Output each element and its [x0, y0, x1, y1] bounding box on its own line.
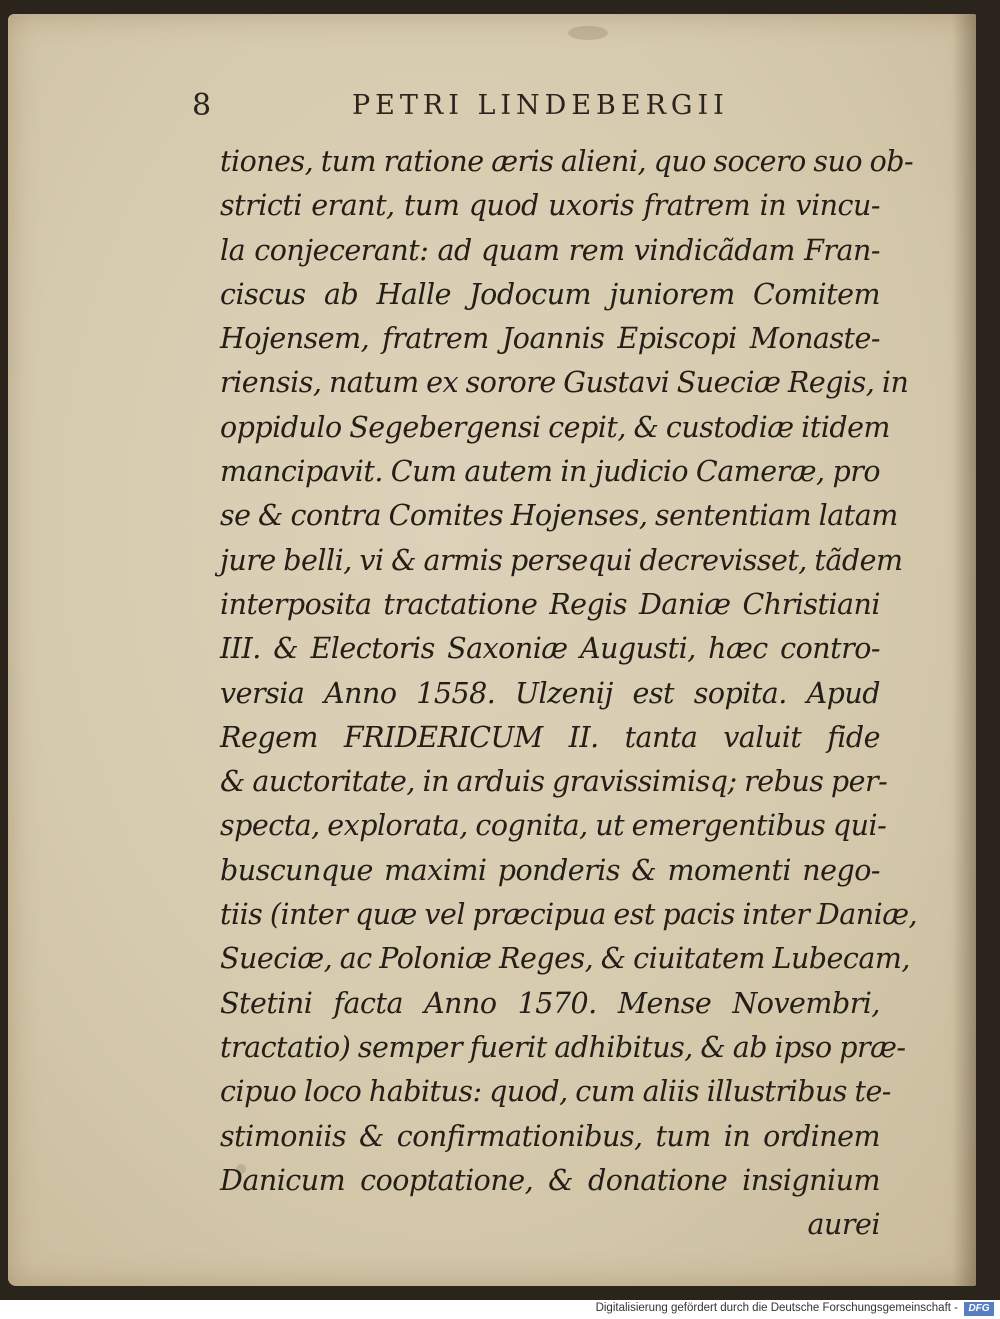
text-line: jure belli, vi & armis persequi decrevisset, tãdem — [220, 543, 903, 577]
text-line: specta, explorata, cognita, ut emergentibus qui- — [220, 809, 887, 843]
text-line: Sueciæ, ac Poloniæ Reges, & ciuitatem Lubecam, — [220, 942, 910, 976]
text-line: riensis, natum ex sorore Gustavi Sueciæ Regis, in — [220, 366, 909, 400]
text-line: III. & Electoris Saxoniæ Augusti, hæc contro- — [220, 632, 880, 666]
text-line: interposita tractatione Regis Daniæ Christiani — [220, 587, 880, 621]
text-line: stricti erant, tum quod uxoris fratrem in vincu- — [220, 189, 880, 223]
paper-stain — [568, 26, 608, 40]
text-line: se & contra Comites Hojenses, sententiam latam — [220, 499, 898, 533]
text-line: cipuo loco habitus: quod, cum aliis illustribus te- — [220, 1075, 891, 1109]
dfg-logo: DFG — [964, 1302, 994, 1316]
text-line: stimoniis & confirmationibus, tum in ordinem — [220, 1119, 880, 1153]
text-line: Regem FRIDERICUM II. tanta valuit fide — [220, 720, 880, 754]
text-line: Hojensem, fratrem Joannis Episcopi Monaste- — [220, 322, 880, 356]
text-line: versia Anno 1558. Ulzenij est sopita. Apud — [220, 676, 880, 710]
text-line: tractatio) semper fuerit adhibitus, & ab ipso præ- — [220, 1030, 906, 1064]
text-line: oppidulo Segebergensi cepit, & custodiæ itidem — [220, 410, 890, 444]
body-text — [220, 140, 918, 1247]
text-line: Danicum cooptatione, & donatione insignium — [220, 1163, 880, 1197]
running-head-title: PETRI LINDEBERGII — [352, 90, 729, 121]
text-line: la conjecerant: ad quam rem vindicãdam Fran- — [220, 233, 880, 267]
text-line: buscunque maximi ponderis & momenti nego- — [220, 853, 880, 887]
text-line: tiis (inter quæ vel præcipua est pacis inter Daniæ, — [220, 898, 918, 932]
text-line: & auctoritate, in arduis gravissimisq; rebus per- — [220, 765, 888, 799]
footer-credit: Digitalisierung gefördert durch die Deutsche Forschungsgemeinschaft - — [595, 1302, 958, 1314]
text-line: mancipavit. Cum autem in judicio Cameræ, pro — [220, 455, 880, 489]
footer-bar — [0, 1300, 1000, 1319]
page-edge-shadow — [952, 14, 976, 1286]
text-line: ciscus ab Halle Jodocum juniorem Comitem — [220, 277, 880, 311]
catchword: aurei — [807, 1208, 880, 1242]
book-page — [8, 14, 976, 1286]
text-line: tiones, tum ratione æris alieni, quo socero suo ob- — [220, 145, 914, 178]
running-head — [8, 84, 976, 134]
page-number: 8 — [192, 88, 213, 123]
text-line: Stetini facta Anno 1570. Mense Novembri, — [220, 986, 880, 1020]
